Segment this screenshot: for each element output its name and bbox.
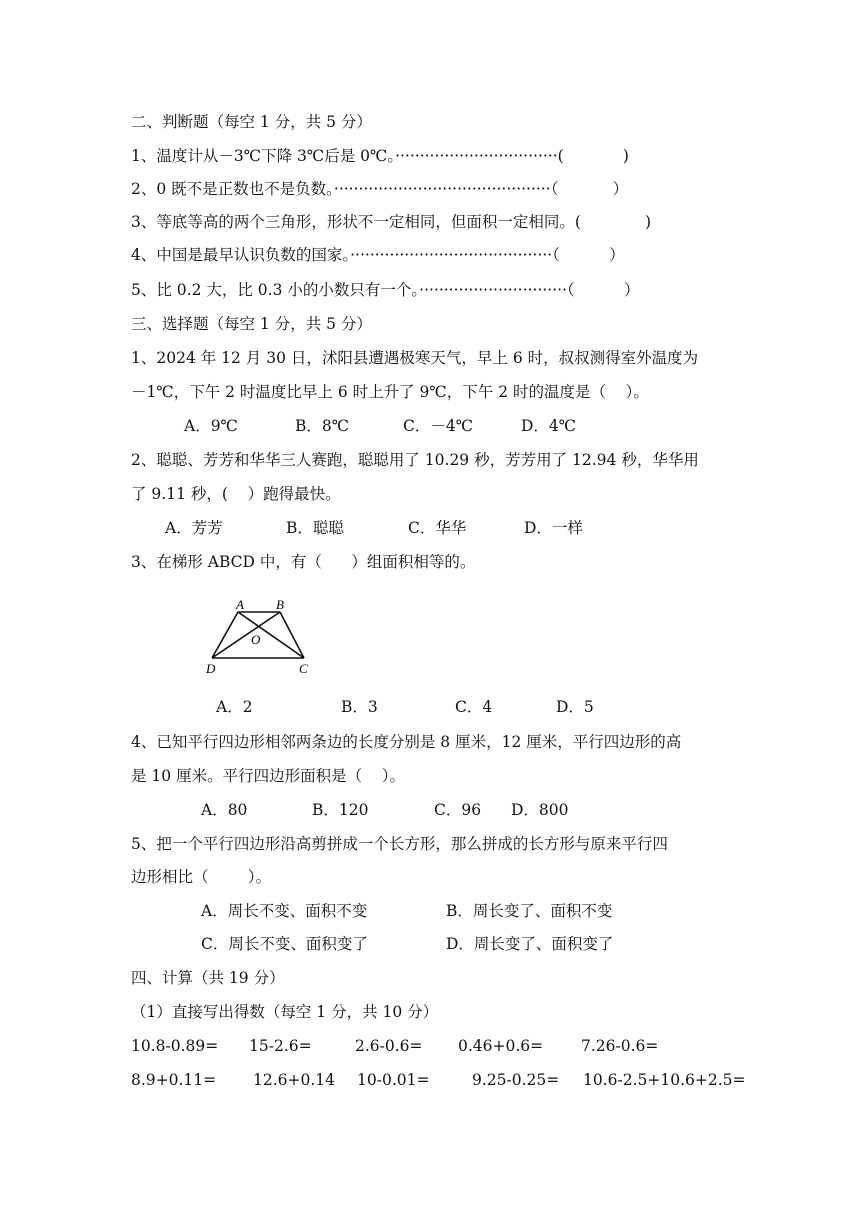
q1-option-d: D．4℃ [521, 417, 577, 435]
question-2-line-1: 2、聪聪、芳芳和华华三人赛跑，聪聪用了 10.29 秒，芳芳用了 12.94 秒，华华用 [131, 451, 699, 469]
vertex-b-label: B [276, 597, 284, 612]
question-1-line-2: －1℃，下午 2 时温度比早上 6 时上升了 9℃，下午 2 时的温度是（ ）。 [131, 383, 649, 401]
vertex-d-label: D [206, 661, 216, 676]
calc-item: 10.8-0.89= [131, 1037, 219, 1055]
calc-item: 2.6-0.6= [355, 1037, 423, 1055]
calc-item: 7.26-0.6= [581, 1037, 659, 1055]
q5-option-c: C．周长不变、面积变了 [201, 935, 368, 953]
vertex-a-label: A [236, 597, 244, 612]
calc-subsection-1: （1）直接写出得数（每空 1 分，共 10 分） [131, 1003, 439, 1021]
calc-item: 15-2.6= [249, 1037, 312, 1055]
q4-option-c: C．96 [434, 801, 482, 819]
question-3-line-1: 3、在梯形 ABCD 中，有（ ）组面积相等的。 [131, 553, 476, 571]
calc-item: 0.46+0.6= [458, 1037, 544, 1055]
question-4-line-1: 4、已知平行四边形相邻两条边的长度分别是 8 厘米，12 厘米，平行四边形的高 [131, 733, 682, 751]
calc-item: 10-0.01= [357, 1071, 430, 1089]
q3-option-d: D．5 [556, 698, 594, 716]
question-1-line-1: 1、2024 年 12 月 30 日，沭阳县遭遇极寒天气，早上 6 时，叔叔测得室外温度为 [131, 349, 699, 367]
q4-option-d: D．800 [511, 801, 569, 819]
q3-option-b: B．3 [341, 698, 378, 716]
q3-option-c: C．4 [455, 698, 493, 716]
q1-option-a: A．9℃ [184, 417, 238, 435]
q2-option-d: D．一样 [524, 519, 583, 537]
q4-option-a: A．80 [201, 801, 248, 819]
judgment-item-5: 5、比 0.2 大，比 0.3 小的小数只有一个。······························（ ） [131, 281, 640, 299]
trapezoid-figure [200, 596, 320, 680]
judgment-item-2: 2、0 既不是正数也不是负数。············································（ ） [131, 180, 629, 198]
calc-item: 9.25-0.25= [472, 1071, 560, 1089]
q2-option-b: B．聪聪 [286, 519, 344, 537]
q4-option-b: B．120 [312, 801, 369, 819]
question-4-line-2: 是 10 厘米。平行四边形面积是（ ）。 [131, 767, 406, 785]
calc-item: 8.9+0.11= [131, 1071, 217, 1089]
q5-option-d: D．周长变了、面积变了 [446, 935, 614, 953]
section-4-heading: 四、计算（共 19 分） [131, 969, 285, 987]
q3-option-a: A．2 [216, 698, 253, 716]
calc-item: 10.6-2.5+10.6+2.5= [583, 1071, 746, 1089]
q1-option-b: B．8℃ [295, 417, 350, 435]
vertex-c-label: C [299, 661, 308, 676]
question-5-line-2: 边形相比（ ）。 [131, 868, 272, 886]
section-3-heading: 三、选择题（每空 1 分，共 5 分） [131, 315, 372, 333]
q1-option-c: C．－4℃ [403, 417, 474, 435]
calc-item: 12.6+0.14 [253, 1071, 336, 1089]
q5-option-a: A．周长不变、面积不变 [201, 902, 368, 920]
q2-option-c: C．华华 [408, 519, 467, 537]
question-5-line-1: 5、把一个平行四边形沿高剪拼成一个长方形，那么拼成的长方形与原来平行四 [131, 835, 668, 853]
q2-option-a: A．芳芳 [165, 519, 223, 537]
section-2-heading: 二、判断题（每空 1 分，共 5 分） [131, 113, 372, 131]
judgment-item-1: 1、温度计从－3℃下降 3℃后是 0℃。·································( ) [131, 147, 629, 165]
question-2-line-2: 了 9.11 秒，( ）跑得最快。 [131, 485, 341, 503]
q5-option-b: B．周长变了、面积不变 [446, 902, 613, 920]
judgment-item-3: 3、等底等高的两个三角形，形状不一定相同，但面积一定相同。( ) [131, 213, 652, 231]
judgment-item-4: 4、中国是最早认识负数的国家。·········································（ ） [131, 246, 625, 264]
vertex-o-label: O [251, 632, 261, 647]
